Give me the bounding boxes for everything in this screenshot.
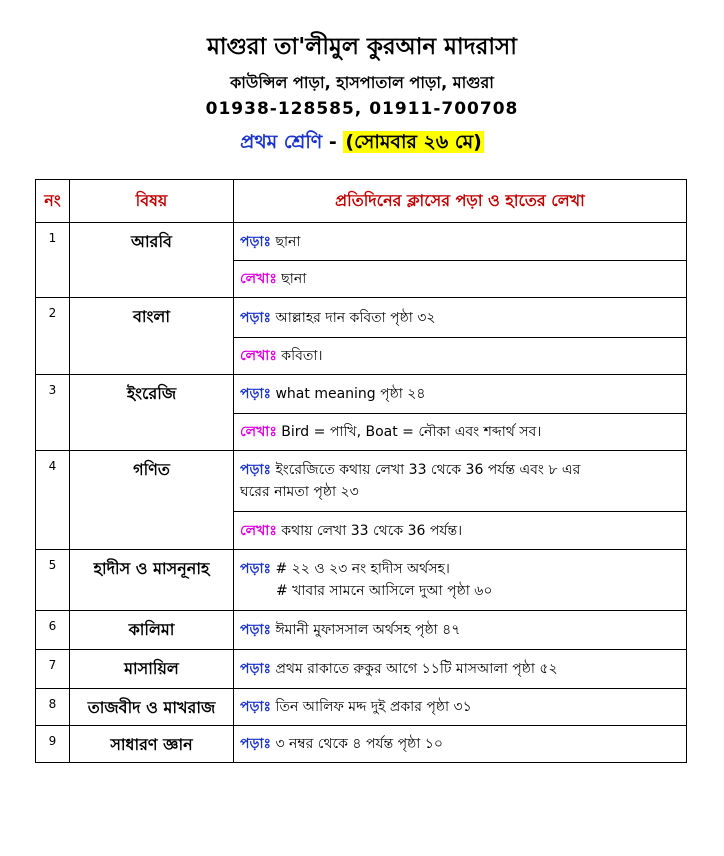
write-cell xyxy=(234,414,687,451)
row-number: 7 xyxy=(36,650,70,689)
separator: - xyxy=(322,131,344,153)
read-cell xyxy=(234,451,687,512)
subject-name: সাধারণ জ্ঞান xyxy=(70,726,234,763)
read-label: পড়াঃ xyxy=(240,561,272,577)
write-label: লেখাঃ xyxy=(240,348,277,364)
read-line-2: # খাবার সামনে আসিলে দুআ পৃষ্ঠা ৬০ xyxy=(276,583,493,599)
routine-table xyxy=(35,179,687,763)
write-label: লেখাঃ xyxy=(240,271,277,287)
header-no: নং xyxy=(36,180,70,223)
read-label: পড়াঃ xyxy=(240,233,272,250)
read-text: তিন আলিফ মদ্দ দুই প্রকার পৃষ্ঠা ৩১ xyxy=(271,699,472,715)
write-cell xyxy=(234,338,687,375)
phone-numbers: 01938-128585, 01911-700708 xyxy=(205,99,519,119)
read-text: what meaning পৃষ্ঠা ২৪ xyxy=(271,386,426,402)
read-line-2: ঘরের নামতা পৃষ্ঠা ২৩ xyxy=(240,484,359,500)
table-row xyxy=(36,298,687,338)
read-label: পড়াঃ xyxy=(240,386,272,402)
table-row xyxy=(36,611,687,650)
write-text: ছানা xyxy=(276,271,307,287)
write-cell xyxy=(234,261,687,298)
read-label: পড়াঃ xyxy=(240,661,272,677)
subject-name: বাংলা xyxy=(70,298,234,375)
class-date-line xyxy=(0,128,724,160)
read-label: পড়াঃ xyxy=(240,736,272,752)
subject-name: হাদীস ও মাসনূনাহ xyxy=(70,550,234,611)
row-number: 3 xyxy=(36,375,70,451)
read-cell xyxy=(234,223,687,261)
write-label: লেখাঃ xyxy=(240,424,277,440)
table-header-row xyxy=(36,180,687,223)
read-line-1 xyxy=(240,459,680,481)
class-name: প্রথম শ্রেণি xyxy=(240,131,323,153)
row-number: 4 xyxy=(36,451,70,550)
date-highlight: (সোমবার ২৬ মে) xyxy=(345,131,482,153)
subject-name: কালিমা xyxy=(70,611,234,650)
subject-name: ইংরেজি xyxy=(70,375,234,451)
subject-name: আরবি xyxy=(70,223,234,298)
read-label: পড়াঃ xyxy=(240,622,272,638)
row-number: 9 xyxy=(36,726,70,763)
read-cell xyxy=(234,550,687,611)
table-row xyxy=(36,650,687,689)
table-row xyxy=(36,726,687,763)
table-row xyxy=(36,451,687,512)
read-text: # ২২ ও ২৩ নং হাদীস অর্থসহ। xyxy=(271,561,450,577)
write-text: Bird = পাখি, Boat = নৌকা এবং শব্দার্থ সব। xyxy=(276,424,542,440)
read-text: আল্লাহর দান কবিতা পৃষ্ঠা ৩২ xyxy=(271,309,436,326)
read-text: ৩ নম্বর থেকে ৪ পর্যন্ত পৃষ্ঠা ১০ xyxy=(271,736,443,752)
table-row xyxy=(36,375,687,414)
read-text: ঈমানী মুফাসসাল অর্থসহ পৃষ্ঠা ৪৭ xyxy=(271,622,461,638)
table-row xyxy=(36,689,687,726)
table-row xyxy=(36,223,687,261)
read-cell xyxy=(234,298,687,338)
read-cell xyxy=(234,689,687,726)
row-number: 6 xyxy=(36,611,70,650)
read-text: ইংরেজিতে কথায় লেখা 33 থেকে 36 পর্যন্ত এবং ৮ এর xyxy=(271,462,581,478)
read-label: পড়াঃ xyxy=(240,309,272,326)
table-row xyxy=(36,550,687,611)
write-cell xyxy=(234,512,687,550)
read-cell xyxy=(234,611,687,650)
write-text: কবিতা। xyxy=(276,348,323,364)
read-cell xyxy=(234,726,687,763)
school-address: কাউন্সিল পাড়া, হাসপাতাল পাড়া, মাগুরা xyxy=(230,73,494,92)
row-number: 8 xyxy=(36,689,70,726)
subject-name: মাসায়িল xyxy=(70,650,234,689)
read-label: পড়াঃ xyxy=(240,462,272,478)
write-label: লেখাঃ xyxy=(240,522,277,539)
read-cell xyxy=(234,375,687,414)
read-cell xyxy=(234,650,687,689)
read-label: পড়াঃ xyxy=(240,699,272,715)
read-text: ছানা xyxy=(271,233,301,250)
row-number: 5 xyxy=(36,550,70,611)
header-work: প্রতিদিনের ক্লাসের পড়া ও হাতের লেখা xyxy=(234,180,687,223)
header-subject: বিষয় xyxy=(70,180,234,223)
subject-name: গণিত xyxy=(70,451,234,550)
subject-name: তাজবীদ ও মাখরাজ xyxy=(70,689,234,726)
row-number: 1 xyxy=(36,223,70,298)
read-line-1 xyxy=(240,558,680,580)
row-number: 2 xyxy=(36,298,70,375)
school-name: মাগুরা তা'লীমুল কুরআন মাদরাসা xyxy=(207,34,517,60)
write-text: কথায় লেখা 33 থেকে 36 পর্যন্ত। xyxy=(276,522,463,539)
read-text: প্রথম রাকাতে রুকুর আগে ১১টি মাসআলা পৃষ্ঠা ৫২ xyxy=(271,661,558,677)
